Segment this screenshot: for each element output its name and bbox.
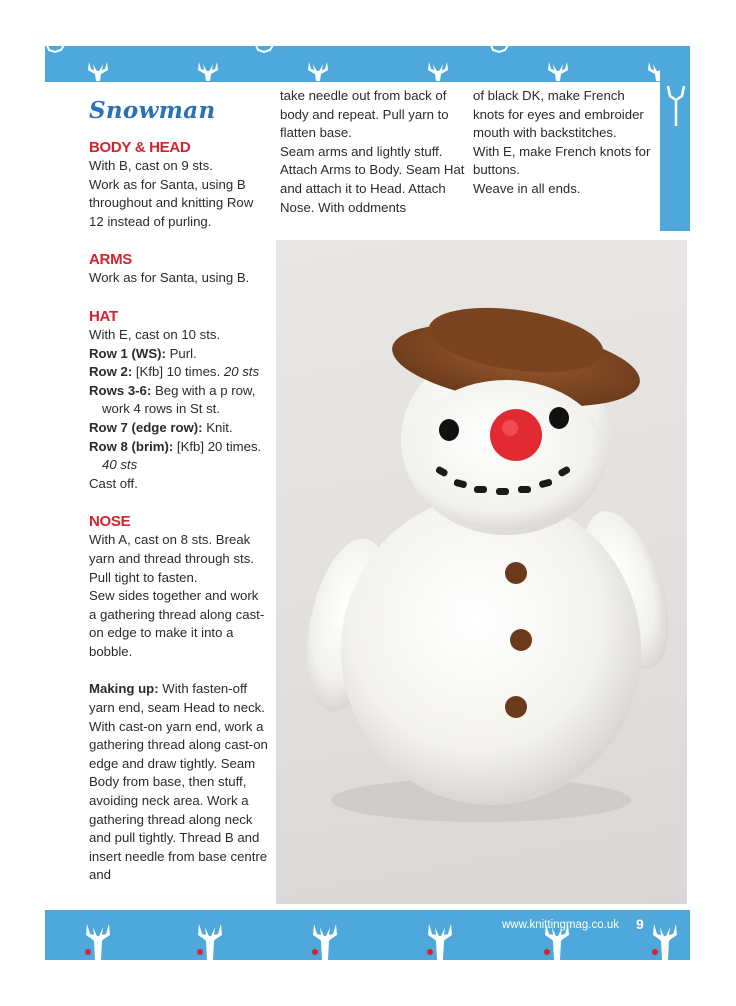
text-column-1 [89, 96, 269, 885]
reindeer-icon [650, 922, 680, 960]
making-up-text: of black DK, make French knots for eyes and embroider mouth with backstitches. [473, 88, 644, 141]
reindeer-icon [195, 922, 225, 960]
knitted-snowman-illustration [276, 240, 687, 904]
footer-url: www.knittingmag.co.uk [502, 919, 619, 931]
reindeer-icon [305, 60, 331, 82]
making-up-text: Making up: With fasten-off yarn end, seam Head to neck. With cast-on yarn end, work a gathering thread along cast-on edge and draw tightly. Seam Body from base, then stuff, avoiding neck area. Work a gathering thread along neck and pull tightly. Thread B and insert needle from base centre and [89, 681, 268, 883]
right-decorative-band [660, 46, 690, 231]
heading-nose: NOSE [89, 513, 131, 531]
nose-text: With A, cast on 8 sts. Break yarn and thread through sts. Pull tight to fasten. [89, 532, 254, 585]
reindeer-icon [85, 60, 111, 82]
reindeer-antler-icon [250, 46, 280, 54]
heading-hat: HAT [89, 307, 118, 325]
reindeer-antler-icon [485, 46, 515, 54]
arms-line: Work as for Santa, using B. [89, 270, 250, 286]
text-column-2 [280, 87, 465, 217]
nose-text: Sew sides together and work a gathering thread along cast-on edge to make it into a bobble. [89, 588, 265, 659]
top-decorative-band [45, 46, 690, 82]
page-title: Snowman [89, 97, 216, 124]
hat-outro: Cast off. [89, 475, 138, 491]
heading-arms: ARMS [89, 251, 132, 269]
hat-row: Row 7 (edge row): Knit. [89, 419, 233, 435]
body-head-line: With B, cast on 9 sts. [89, 158, 213, 173]
reindeer-icon [545, 60, 571, 82]
hat-row: Row 1 (WS): Purl. [89, 345, 197, 361]
page-number: 9 [636, 916, 644, 932]
hat-row: Rows 3-6: Beg with a p row, work 4 rows in St st. [89, 382, 256, 417]
bottom-decorative-band [45, 910, 690, 960]
reindeer-icon [310, 922, 340, 960]
making-up-text: Weave in all ends. [473, 180, 581, 196]
reindeer-icon [83, 922, 113, 960]
reindeer-icon [425, 60, 451, 82]
snowman-photo-frame [269, 233, 690, 905]
snowman-photo [276, 240, 687, 904]
hat-row: Row 2: [Kfb] 10 times. 20 sts [89, 364, 260, 380]
making-up-text: take needle out from back of body and repeat. Pull yarn to flatten base. [280, 88, 449, 141]
making-up-text: With E, make French knots for buttons. [473, 143, 651, 178]
hat-row: Row 8 (brim): [Kfb] 20 times. 40 sts [89, 438, 262, 473]
reindeer-icon [425, 922, 455, 960]
heading-body-head: BODY & HEAD [89, 139, 191, 156]
reindeer-antler-icon [45, 46, 71, 54]
reindeer-icon [664, 86, 688, 126]
body-head-line: Work as for Santa, using B throughout and knitting Row 12 instead of purling. [89, 176, 254, 229]
text-column-3 [473, 87, 658, 199]
making-up-text: Seam arms and lightly stuff. Attach Arms to Body. Seam Hat and attach it to Head. Attach Nose. With oddments [280, 143, 465, 215]
reindeer-icon [195, 60, 221, 82]
hat-intro: With E, cast on 10 sts. [89, 326, 221, 342]
